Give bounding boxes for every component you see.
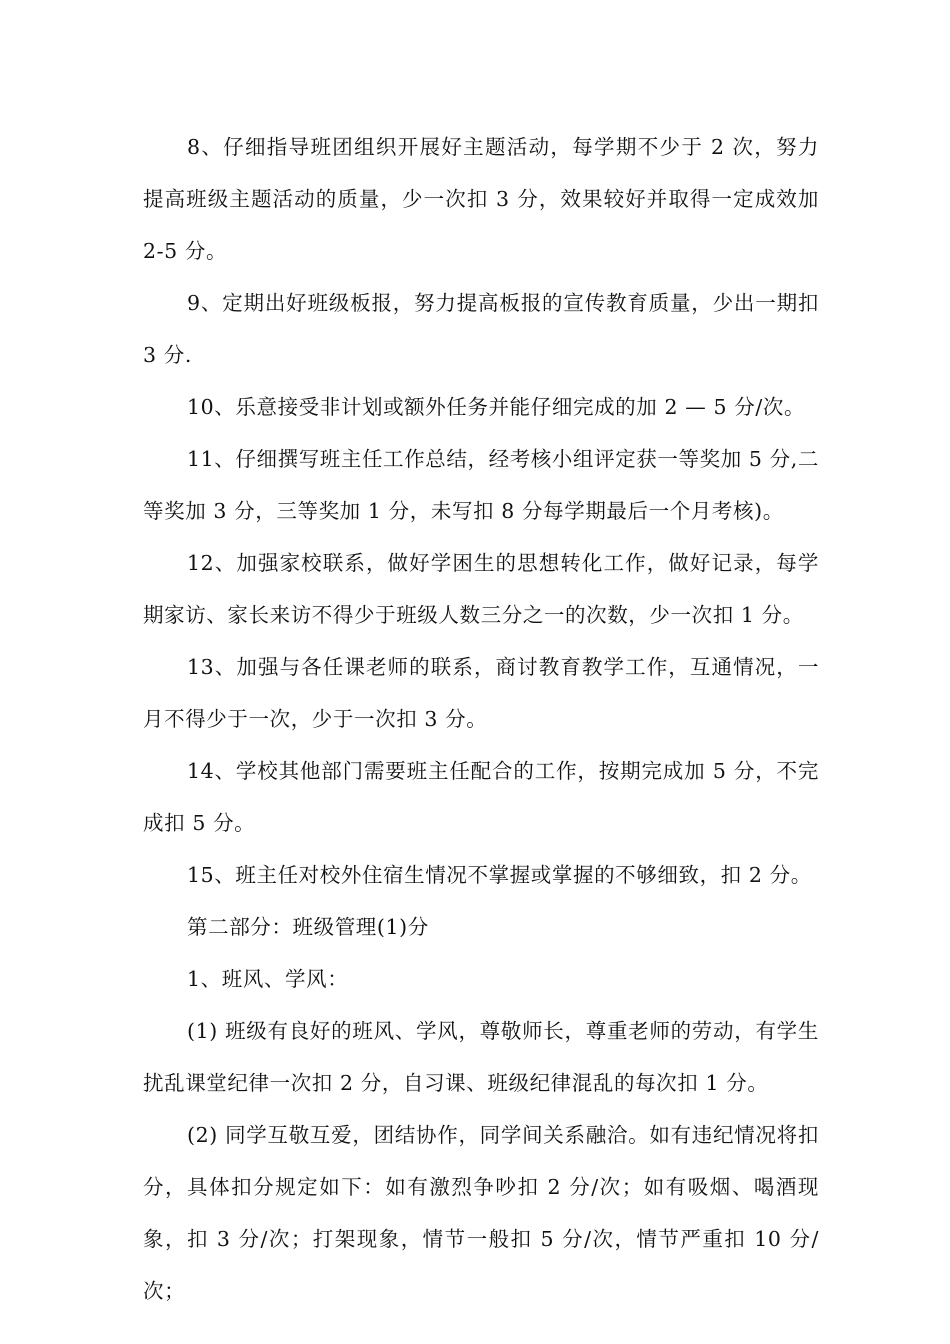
paragraph-item-9: 9、定期出好班级板报，努力提高板报的宣传教育质量，少出一期扣 3 分.: [143, 291, 819, 367]
paragraph-item-8: 8、仔细指导班团组织开展好主题活动，每学期不少于 2 次，努力提高班级主题活动的质量，少一次扣 3 分，效果较好并取得一定成效加 2-5 分。: [143, 135, 819, 263]
paragraph-item-14: 14、学校其他部门需要班主任配合的工作，按期完成加 5 分，不完成扣 5 分。: [143, 759, 819, 835]
paragraph-item-11: 11、仔细撰写班主任工作总结，经考核小组评定获一等奖加 5 分,二等奖加 3 分，三等奖加 1 分，未写扣 8 分每学期最后一个月考核)。: [143, 447, 819, 523]
paragraph-item-15: 15、班主任对校外住宿生情况不掌握或掌握的不够细致，扣 2 分。: [187, 863, 812, 887]
paragraph-subitem-2: (2) 同学互敬互爱，团结协作，同学间关系融洽。如有违纪情况将扣分，具体扣分规定如下：如有激烈争吵扣 2 分/次；如有吸烟、喝酒现象，扣 3 分/次；打架现象，情节一般扣 5 分/次，情节严重扣 10 分/次；: [143, 1123, 819, 1303]
document-body: [143, 121, 819, 1317]
subsection-heading-class-style: 1、班风、学风：: [187, 967, 349, 991]
paragraph-item-10: 10、乐意接受非计划或额外任务并能仔细完成的加 2 — 5 分/次。: [187, 395, 806, 419]
section-heading-part-two: 第二部分：班级管理(1)分: [187, 915, 429, 939]
paragraph-item-13: 13、加强与各任课老师的联系，商讨教育教学工作，互通情况，一月不得少于一次，少于一次扣 3 分。: [143, 655, 819, 731]
paragraph-subitem-1: (1) 班级有良好的班风、学风，尊敬师长，尊重老师的劳动，有学生扰乱课堂纪律一次扣 2 分，自习课、班级纪律混乱的每次扣 1 分。: [143, 1019, 819, 1095]
paragraph-item-12: 12、加强家校联系，做好学困生的思想转化工作，做好记录，每学期家访、家长来访不得少于班级人数三分之一的次数，少一次扣 1 分。: [143, 551, 819, 627]
